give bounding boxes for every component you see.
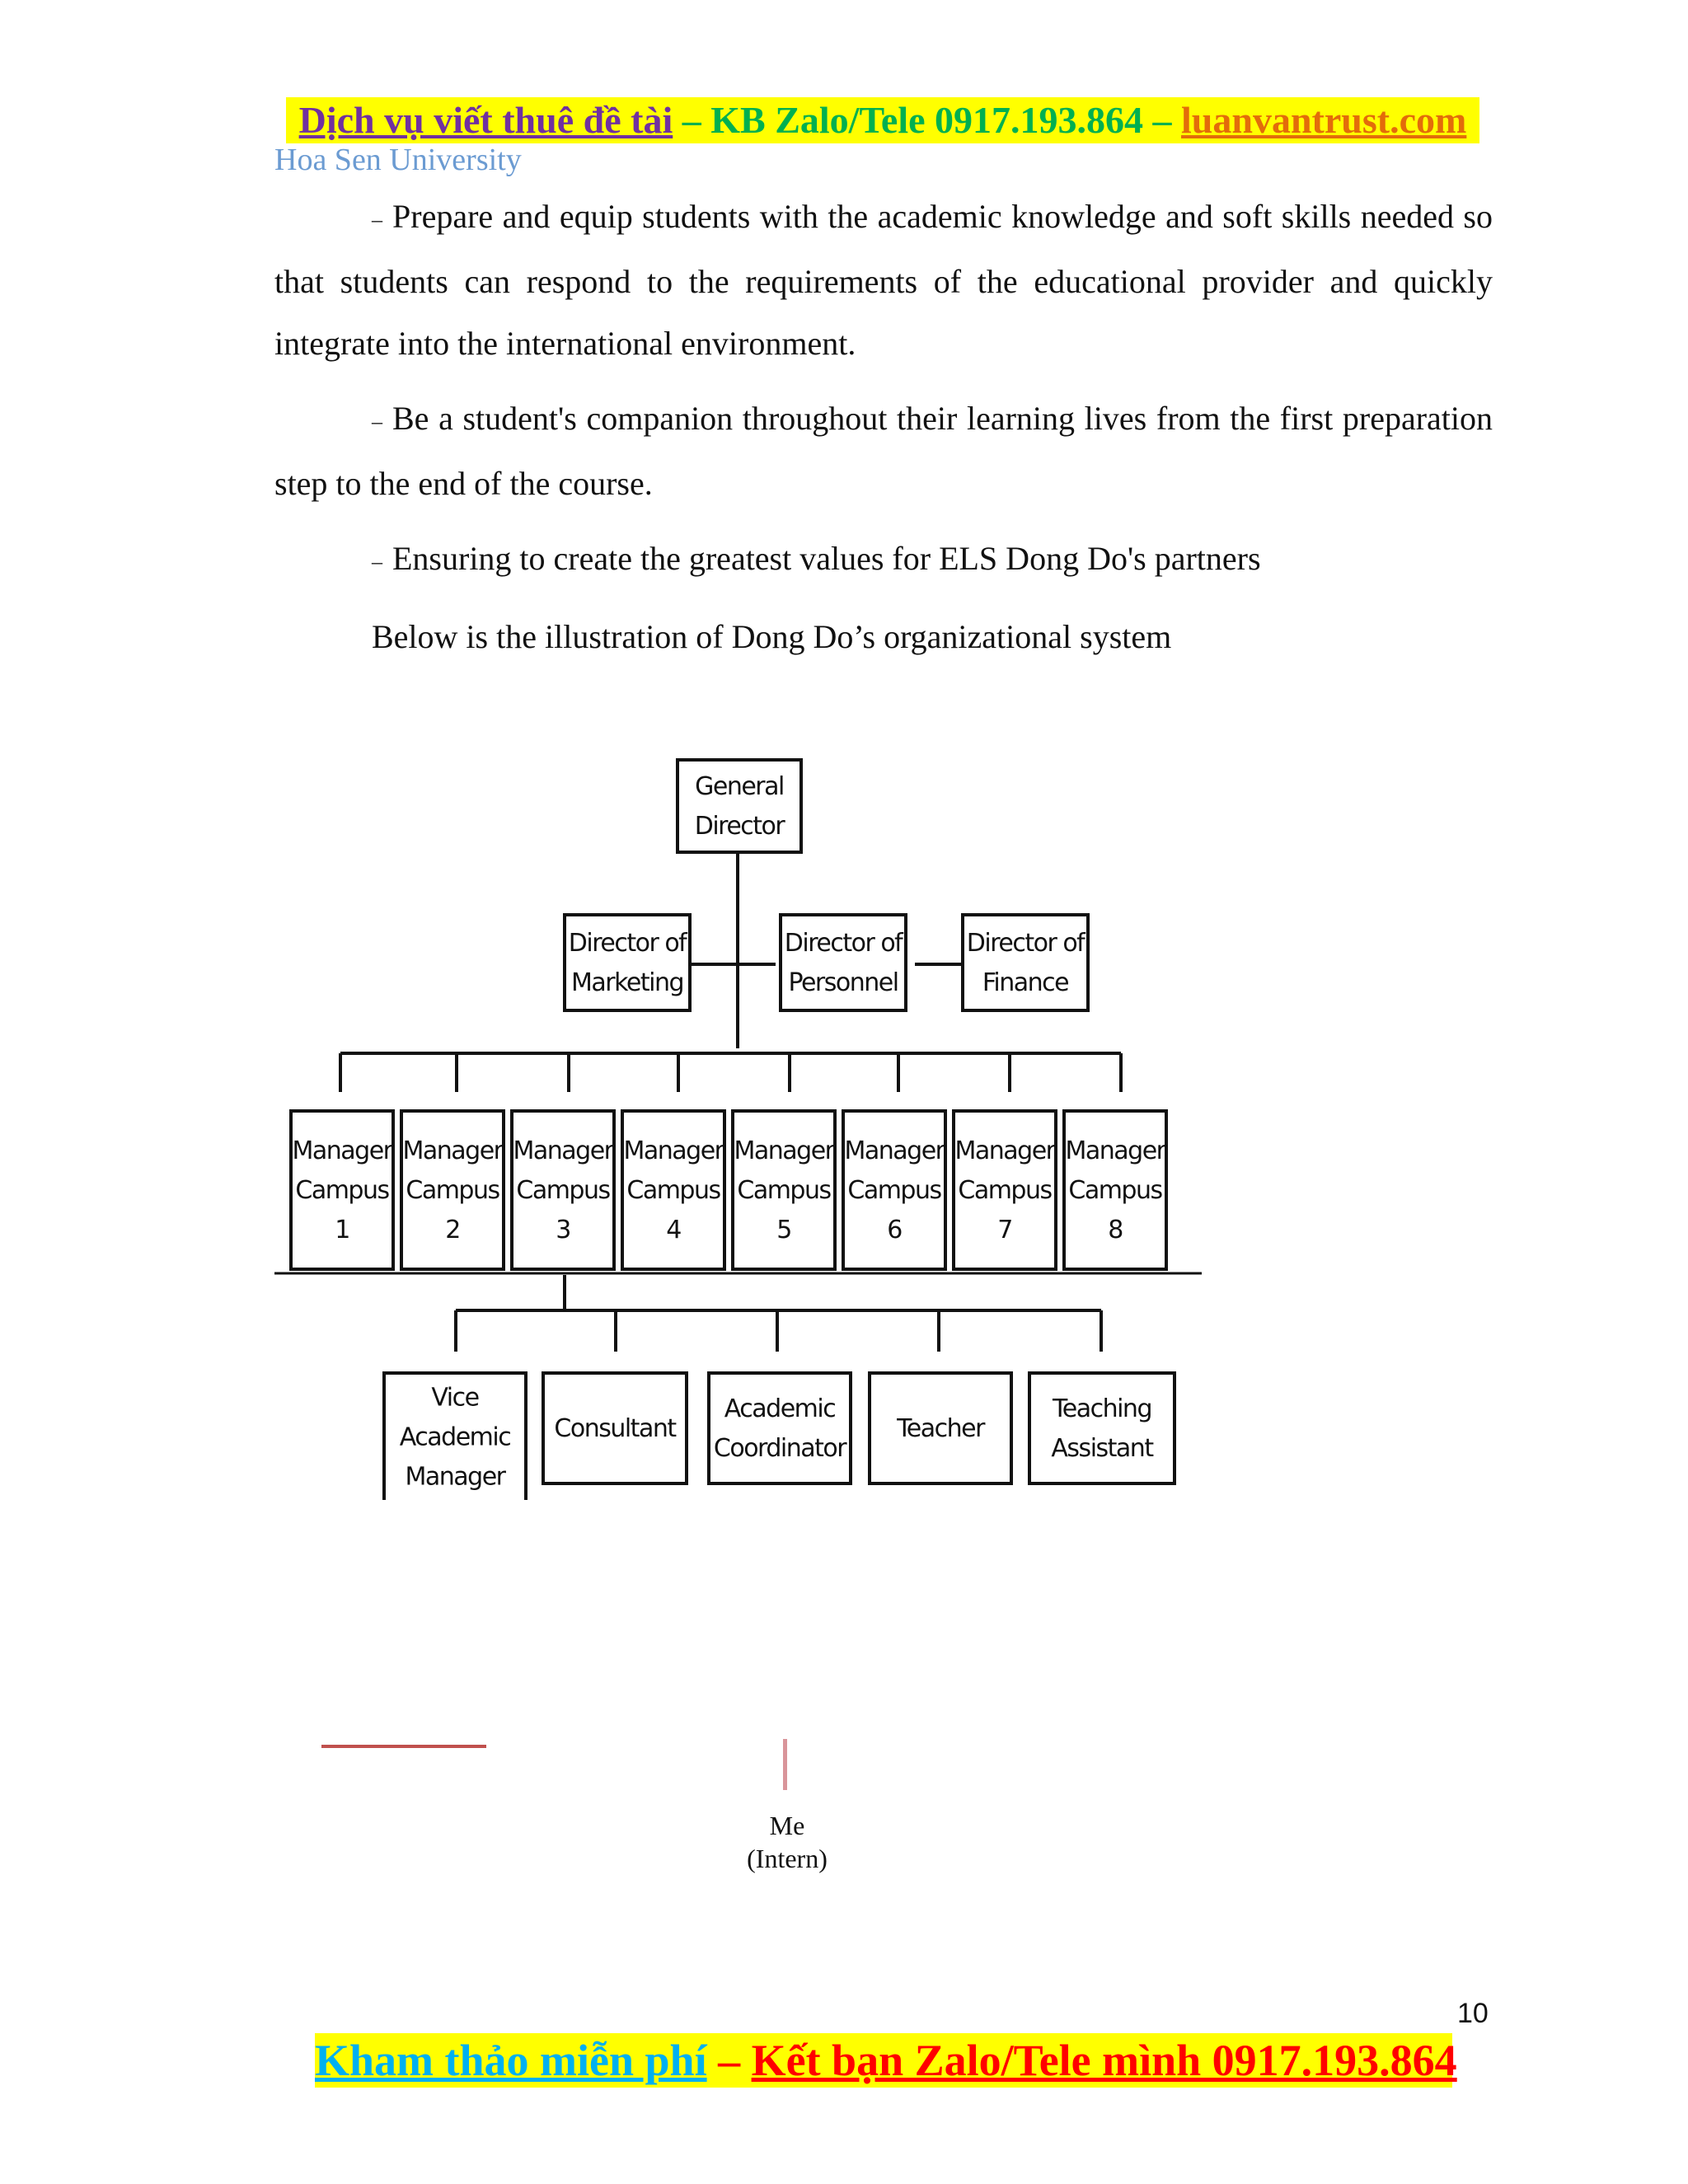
me-intern-label: [709, 1809, 865, 1875]
bullet-text-1: Prepare and equip students with the academic knowledge and soft skills needed so that students can respond to the requirements of the educational provider and quickly integrate into the international environment.: [274, 198, 1493, 363]
director-box-3-label-line: Director of: [966, 929, 1085, 958]
director-box-1-label-line: Director of: [568, 929, 687, 958]
bullet-paragraph-1: [274, 185, 1493, 374]
manager-campus-box-6-label-line: Campus: [847, 1176, 941, 1205]
manager-campus-box-1-label-line: Manager: [292, 1137, 392, 1165]
director-box-2-label-line: Personnel: [788, 968, 898, 997]
bullet-dash: –: [372, 550, 382, 574]
director-box-3-label-line: Finance: [982, 968, 1069, 997]
staff-box-1-label-line: Manager: [405, 1462, 505, 1492]
manager-campus-box-1-label-line: 1: [335, 1216, 349, 1244]
manager-campus-box-2-label-line: Manager: [402, 1137, 503, 1165]
bullet-paragraph-2: [274, 387, 1493, 514]
staff-box-3-label-line: Coordinator: [713, 1434, 846, 1463]
intro-paragraph: [274, 606, 1493, 668]
org-chart: [274, 742, 1222, 1500]
manager-campus-box-1: [291, 1111, 394, 1269]
manager-campus-box-7-label-line: Campus: [958, 1176, 1052, 1205]
staff-box-4-label-line: Teacher: [897, 1414, 984, 1443]
manager-campus-box-6-label-line: Manager: [844, 1137, 945, 1165]
me-role: (Intern): [747, 1844, 828, 1873]
staff-box-5-label-line: Assistant: [1051, 1434, 1153, 1463]
manager-campus-box-4: [622, 1111, 725, 1269]
general-director-box: [678, 760, 801, 852]
manager-campus-box-8-label-line: Campus: [1068, 1176, 1162, 1205]
manager-campus-box-7: [954, 1111, 1057, 1269]
top-ad-banner: [286, 97, 1479, 143]
banner-separator-2: –: [1143, 99, 1182, 141]
manager-campus-box-8: [1064, 1111, 1167, 1269]
staff-box-1: [384, 1373, 526, 1500]
banner-separator: –: [673, 99, 711, 141]
manager-campus-box-4-label-line: Manager: [623, 1137, 724, 1165]
page-number: 10: [1457, 1998, 1489, 2029]
me-label: Me: [769, 1811, 805, 1840]
red-horizontal-line: [321, 1745, 486, 1748]
staff-box-5-label-line: Teaching: [1053, 1394, 1151, 1423]
manager-campus-box-7-label-line: 7: [997, 1216, 1012, 1244]
bullet-dash: –: [372, 208, 382, 232]
banner-contact-text: KB Zalo/Tele 0917.193.864: [710, 99, 1144, 141]
manager-campus-box-4-label-line: 4: [666, 1216, 681, 1244]
red-connector-line: [783, 1739, 787, 1790]
staff-box-2: [543, 1373, 687, 1483]
manager-campus-box-6: [843, 1111, 946, 1269]
staff-box-4: [870, 1373, 1011, 1483]
bullet-paragraph-3: [274, 527, 1493, 593]
staff-box-1-label-line: Vice: [431, 1383, 479, 1413]
staff-box-1-label-line: Academic: [399, 1422, 511, 1452]
manager-campus-box-3-label-line: 3: [556, 1216, 570, 1244]
manager-campus-box-5-label-line: Manager: [734, 1137, 834, 1165]
bullet-text-2: Be a student's companion throughout their learning lives from the first preparation step to the end of the course.: [274, 400, 1493, 503]
general-director-box-label-line: General: [695, 772, 784, 801]
director-box-3: [963, 915, 1088, 1010]
intro-text: Below is the illustration of Dong Do’s organizational system: [372, 618, 1172, 655]
manager-campus-box-8-label-line: Manager: [1065, 1137, 1165, 1165]
manager-campus-box-5-label-line: Campus: [737, 1176, 831, 1205]
manager-campus-box-7-label-line: Manager: [954, 1137, 1055, 1165]
manager-campus-box-6-label-line: 6: [887, 1216, 902, 1244]
manager-campus-box-2-label-line: 2: [445, 1216, 460, 1244]
manager-campus-box-5: [733, 1111, 836, 1269]
director-box-1: [565, 915, 690, 1010]
footer-free-reference-link[interactable]: Kham thảo miễn phí: [315, 2036, 707, 2085]
director-box-2-label-line: Director of: [784, 929, 903, 958]
footer-contact-link[interactable]: Kết bạn Zalo/Tele mình 0917.193.864: [751, 2036, 1457, 2085]
staff-box-3-label-line: Academic: [724, 1394, 836, 1423]
footer-separator: –: [706, 2036, 752, 2085]
org-chart-boxes: [291, 760, 1175, 1500]
manager-campus-box-3-label-line: Manager: [513, 1137, 613, 1165]
director-box-1-label-line: Marketing: [570, 968, 684, 997]
banner-service-text[interactable]: Dịch vụ viết thuê đề tài: [298, 99, 673, 141]
banner-website-link[interactable]: luanvantrust.com: [1181, 99, 1467, 141]
bullet-text-3: Ensuring to create the greatest values for ELS Dong Do's partners: [392, 540, 1261, 577]
staff-box-2-label-line: Consultant: [554, 1414, 676, 1443]
manager-campus-box-3: [512, 1111, 615, 1269]
university-header: Hoa Sen University: [274, 143, 522, 177]
manager-campus-box-2: [401, 1111, 504, 1269]
staff-box-5: [1029, 1373, 1175, 1483]
manager-campus-box-3-label-line: Campus: [516, 1176, 610, 1205]
bottom-ad-banner: [315, 2033, 1457, 2088]
manager-campus-box-1-label-line: Campus: [295, 1176, 389, 1205]
general-director-box-label-line: Director: [694, 812, 785, 841]
manager-campus-box-4-label-line: Campus: [626, 1176, 720, 1205]
staff-box-3: [709, 1373, 851, 1483]
manager-campus-box-2-label-line: Campus: [406, 1176, 499, 1205]
manager-campus-box-5-label-line: 5: [776, 1216, 791, 1244]
director-box-2: [781, 915, 906, 1010]
bullet-dash: –: [372, 410, 382, 434]
manager-campus-box-8-label-line: 8: [1108, 1216, 1123, 1244]
